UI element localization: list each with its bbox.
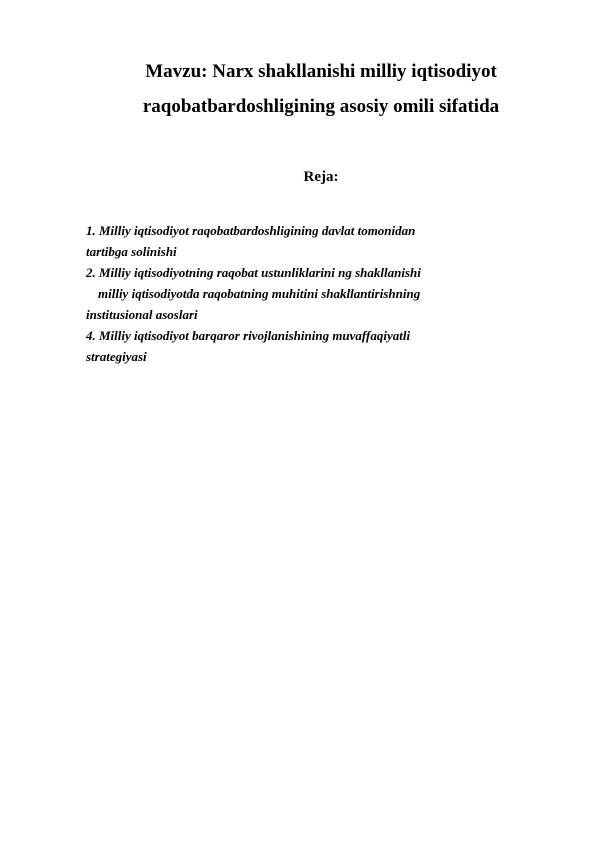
plan-item-4 — [86, 325, 526, 367]
plan-item-4-line-1: 4. Milliy iqtisodiyot barqaror rivojlanishining muvaffaqiyatli — [86, 328, 411, 343]
plan-list — [86, 220, 526, 367]
plan-item-2-line-1: 2. Milliy iqtisodiyotning raqobat ustunliklarini ng shakllanishi — [86, 265, 421, 280]
plan-item-4-line-2: strategiyasi — [86, 349, 147, 364]
document-title-line-2: raqobatbardoshligining asosiy omili sifatida — [142, 96, 500, 117]
plan-item-2 — [86, 262, 526, 283]
plan-item-3 — [86, 283, 526, 325]
plan-item-1-line-1: 1. Milliy iqtisodiyot raqobatbardoshligining davlat tomonidan — [86, 223, 416, 238]
plan-item-3-line-2: institusional asoslari — [86, 307, 198, 322]
plan-item-1-line-2: tartibga solinishi — [86, 244, 177, 259]
document-title-line-1: Mavzu: Narx shakllanishi milliy iqtisodiyot — [145, 61, 497, 82]
plan-heading: Reja: — [303, 169, 339, 185]
plan-item-1 — [86, 220, 526, 262]
plan-item-3-line-1: milliy iqtisodiyotda raqobatning muhitini shakllantirishning — [98, 286, 421, 301]
